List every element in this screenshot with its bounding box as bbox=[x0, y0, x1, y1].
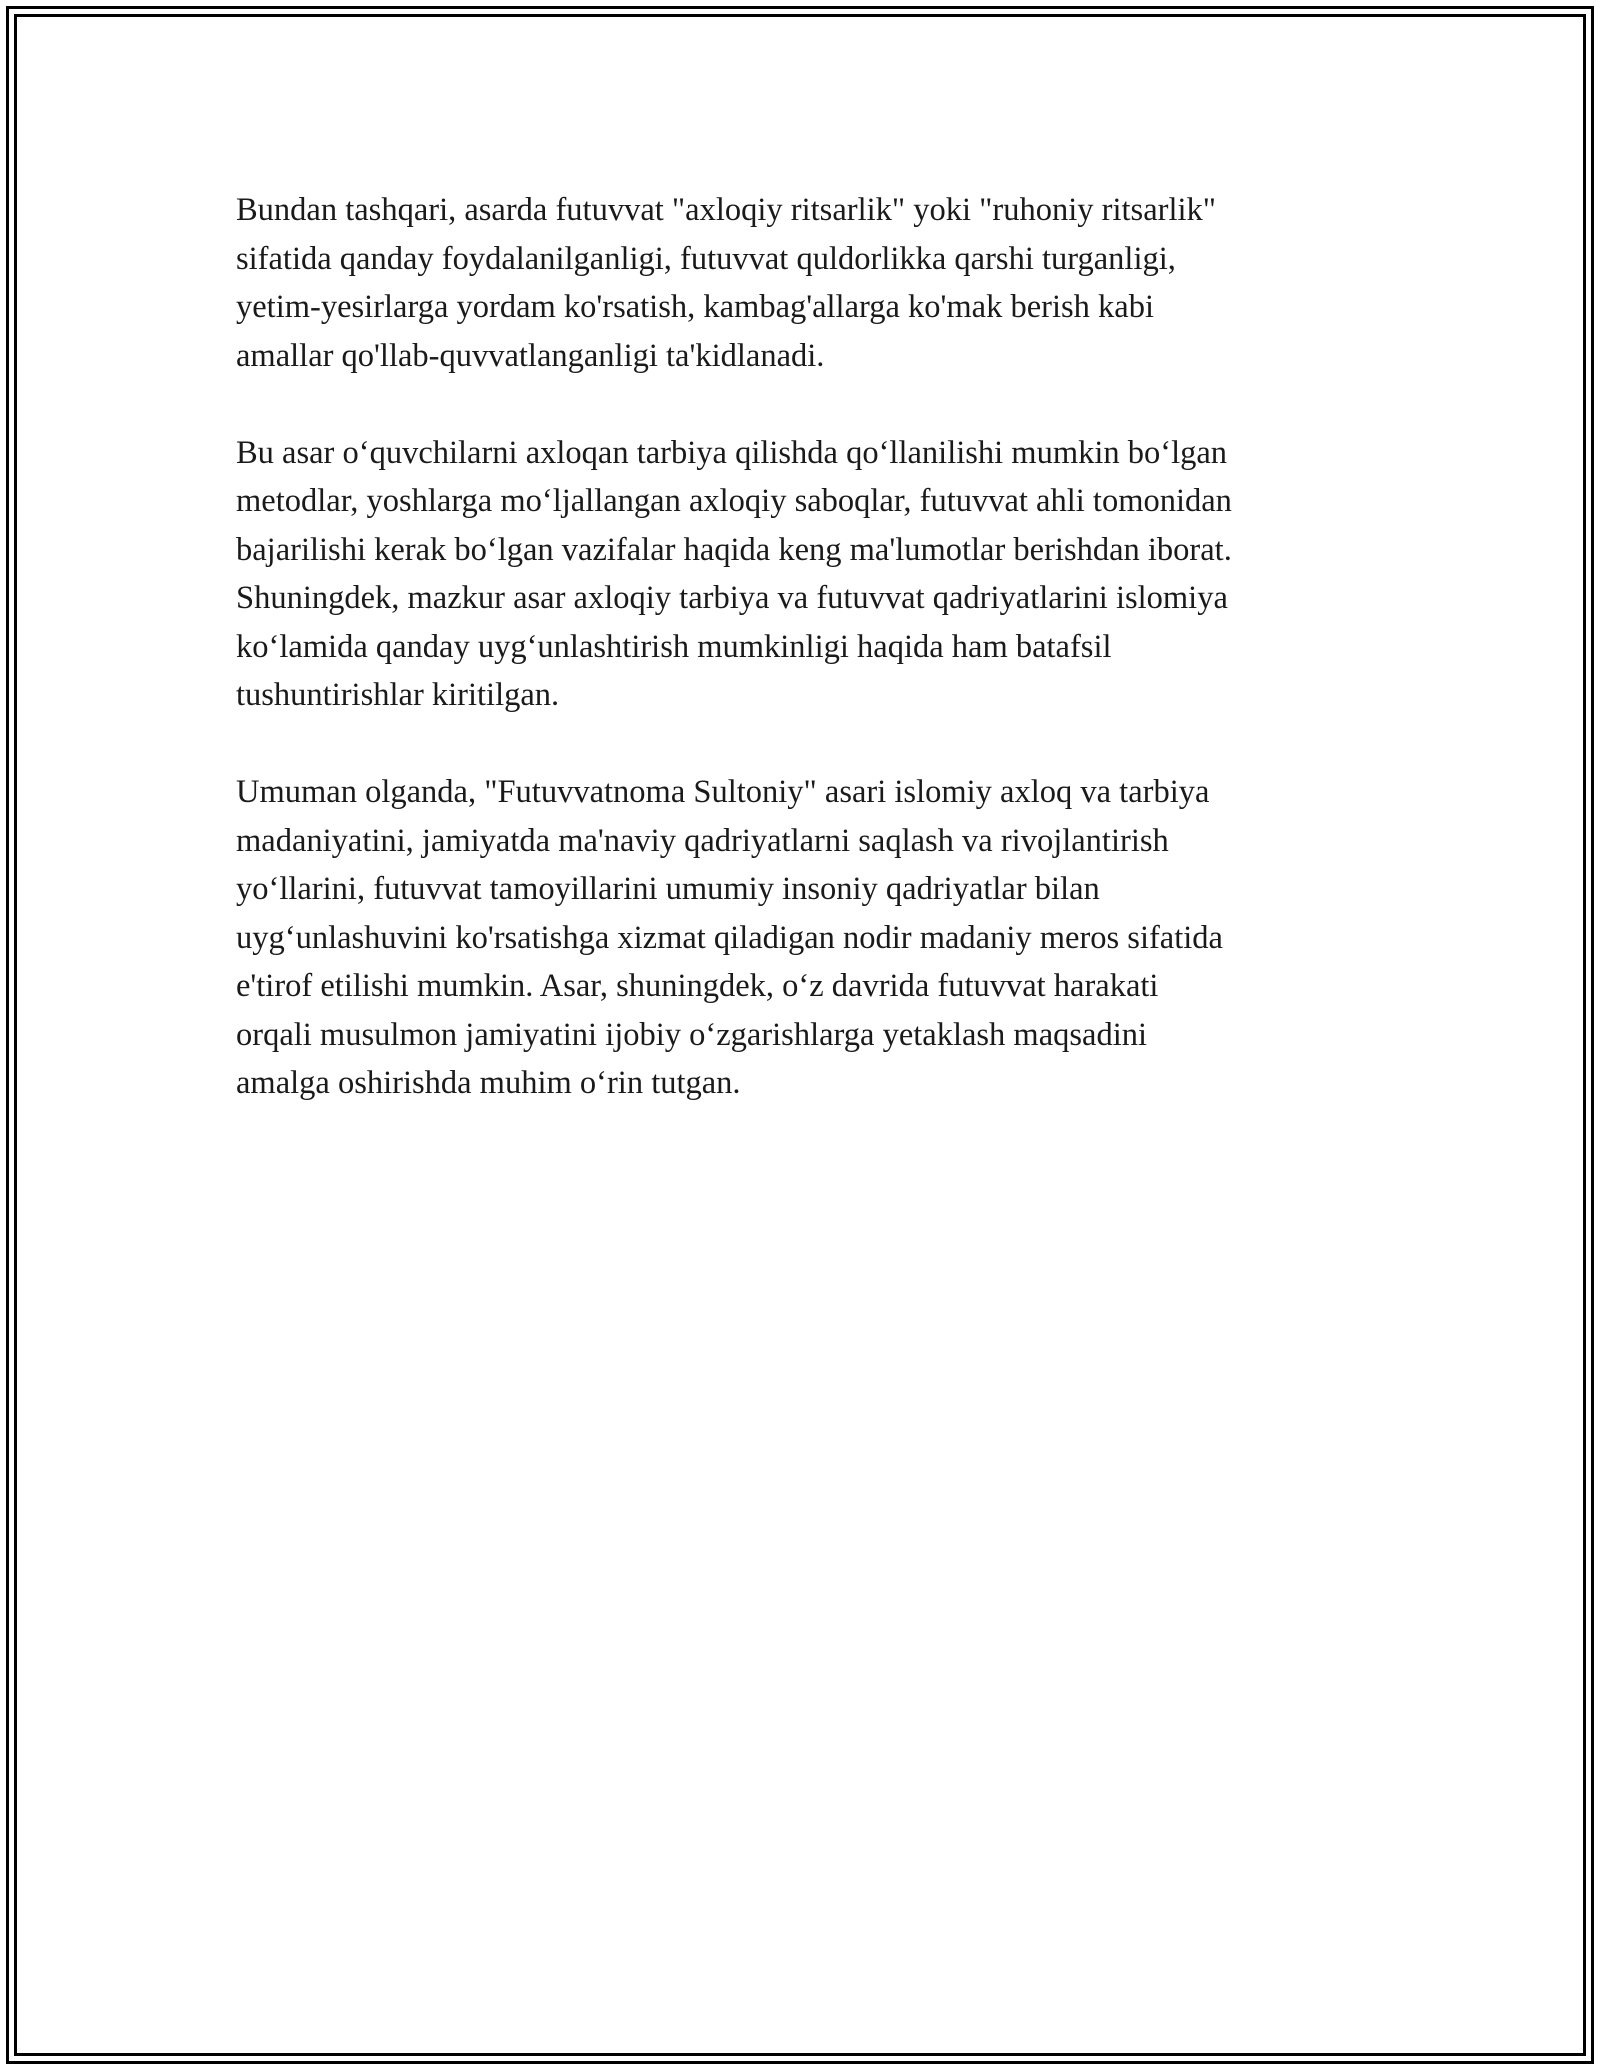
paragraph-3: Umuman olganda, "Futuvvatnoma Sultoniy" asari islomiy axloq va tarbiya madaniyatini, jamiyatda ma'naviy qadriyatlarni saqlash va rivojlantirish yo‘llarini, futuvvat tamoyillarini umumiy insoniy qadriyatlar bilan uyg‘unlashuvini ko'rsatishga xizmat qiladigan nodir madaniy meros sifatida e'tirof etilishi mumkin. Asar, shuningdek, o‘z davrida futuvvat harakati orqali musulmon jamiyatini ijobiy o‘zgarishlarga yetaklash maqsadini amalga oshirishda muhim o‘rin tutgan. bbox=[236, 774, 1223, 1101]
paragraph-1: Bundan tashqari, asarda futuvvat "axloqiy ritsarlik" yoki "ruhoniy ritsarlik" sifatida qanday foydalanilganligi, futuvvat quldorlikka qarshi turganligi, yetim-yesirlarga yordam ko'rsatish, kambag'allarga ko'mak berish kabi amallar qo'llab-quvvatlanganligi ta'kidlanadi. bbox=[236, 192, 1217, 374]
paragraph-2: Bu asar o‘quvchilarni axloqan tarbiya qilishda qo‘llanilishi mumkin bo‘lgan metodlar, yoshlarga mo‘ljallangan axloqiy saboqlar, futuvvat ahli tomonidan bajarilishi kerak bo‘lgan vazifalar haqida keng ma'lumotlar berishdan iborat. Shuningdek, mazkur asar axloqiy tarbiya va futuvvat qadriyatlarini islomiya ko‘lamida qanday uyg‘unlashtirish mumkinligi haqida ham batafsil tushuntirishlar kiritilgan. bbox=[236, 434, 1232, 713]
document-body bbox=[236, 186, 1386, 1156]
